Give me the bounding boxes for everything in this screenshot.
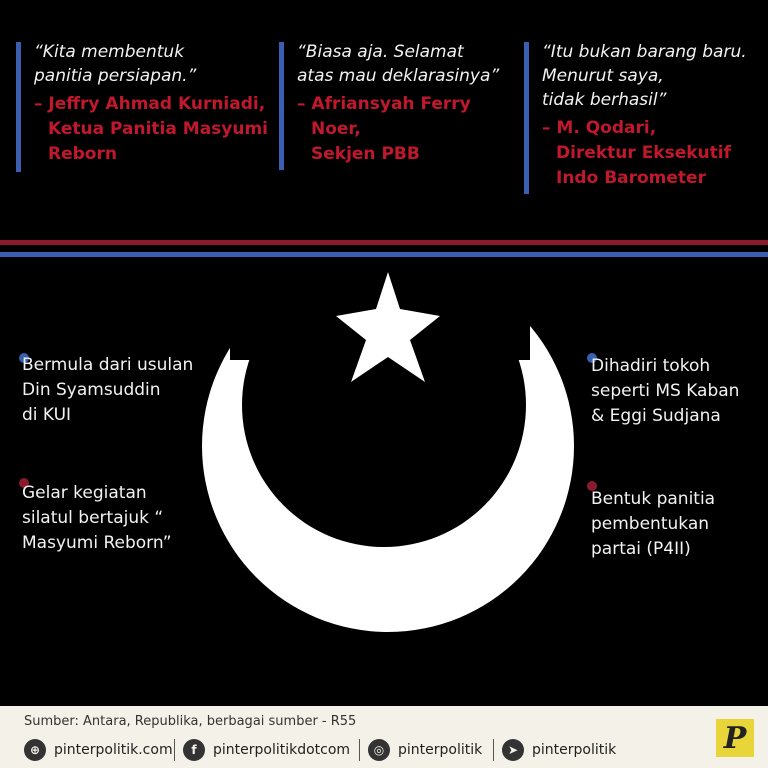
quote-source: – Afriansyah Ferry Noer, Sekjen PBB	[297, 94, 471, 164]
divider	[174, 739, 175, 761]
fact-right-bottom: Bentuk panitia pembentukan partai (P4II)	[591, 489, 716, 559]
fact-left-top: Bermula dari usulan Din Syamsuddin di KUI	[22, 355, 194, 425]
fact-right-top: Dihadiri tokoh seperti MS Kaban & Eggi Sudjana	[591, 356, 740, 426]
social-label: pinterpolitik	[398, 742, 483, 758]
fact-left-bottom: Gelar kegiatan silatul bertajuk “ Masyumi Reborn”	[22, 483, 172, 553]
pinterpolitik-logo: P	[716, 719, 754, 757]
social-instagram[interactable]	[368, 739, 482, 761]
instagram-icon: ◎	[368, 739, 390, 761]
quote-text: “Biasa aja. Selamat atas mau deklarasinya”	[297, 42, 500, 86]
globe-icon: ⊕	[24, 739, 46, 761]
quote-source: – Jeffry Ahmad Kurniadi, Ketua Panitia Masyumi Reborn	[34, 94, 269, 164]
social-label: pinterpolitik.com	[54, 742, 173, 758]
social-label: pinterpolitik	[532, 742, 617, 758]
facebook-icon: f	[183, 739, 205, 761]
divider	[493, 739, 494, 761]
twitter-icon: ➤	[502, 739, 524, 761]
quote-source: – M. Qodari, Direktur Eksekutif Indo Barometer	[542, 118, 732, 188]
quote-text: “Itu bukan barang baru. Menurut saya, tidak berhasil”	[542, 42, 747, 110]
footer	[0, 706, 768, 768]
divider	[359, 739, 360, 761]
social-label: pinterpolitikdotcom	[213, 742, 351, 758]
social-facebook[interactable]	[183, 739, 350, 761]
social-twitter[interactable]	[502, 739, 616, 761]
source-credit: Sumber: Antara, Republika, berbagai sumber - R55	[24, 714, 357, 729]
quote-text: “Kita membentuk panitia persiapan.”	[34, 42, 197, 86]
social-website[interactable]	[24, 739, 173, 761]
